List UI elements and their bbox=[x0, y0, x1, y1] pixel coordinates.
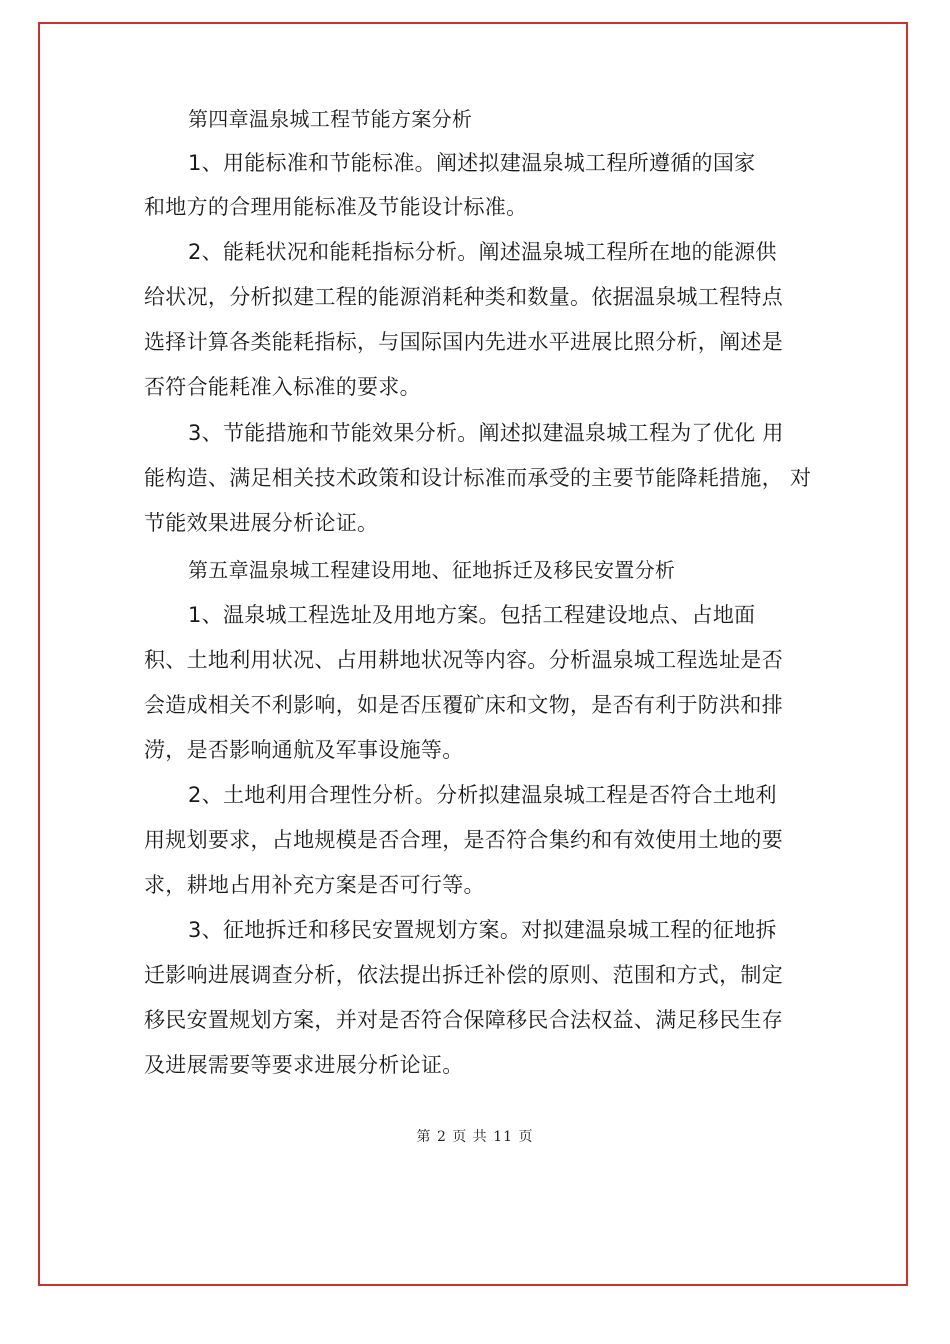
paragraph-line: 能构造、满足相关技术政策和设计标准而承受的主要节能降耗措施， 对 bbox=[144, 466, 812, 490]
paragraph-line: 会造成相关不利影响，如是否压覆矿床和文物，是否有利于防洪和排 bbox=[144, 693, 783, 717]
paragraph-line: 用规划要求，占地规模是否合理，是否符合集约和有效使用土地的要 bbox=[144, 828, 783, 852]
paragraph-line: 移民安置规划方案，并对是否符合保障移民合法权益、满足移民生存 bbox=[144, 1008, 783, 1032]
chapter-heading: 第五章温泉城工程建设用地、征地拆迁及移民安置分析 bbox=[188, 558, 676, 582]
paragraph-line: 否符合能耗准入标准的要求。 bbox=[144, 375, 421, 399]
paragraph-line: 求，耕地占用补充方案是否可行等。 bbox=[144, 873, 485, 897]
page-number-footer: 第 2 页 共 11 页 bbox=[416, 1129, 534, 1145]
paragraph-line: 和地方的合理用能标准及节能设计标准。 bbox=[144, 195, 528, 219]
paragraph-line: 积、土地利用状况、占用耕地状况等内容。分析温泉城工程选址是否 bbox=[144, 648, 783, 672]
paragraph-line: 2、土地利用合理性分析。分析拟建温泉城工程是否符合土地利 bbox=[188, 783, 777, 807]
chapter-heading: 第四章温泉城工程节能方案分析 bbox=[188, 107, 473, 131]
paragraph-line: 2、能耗状况和能耗指标分析。阐述温泉城工程所在地的能源供 bbox=[188, 240, 777, 264]
paragraph-line: 3、节能措施和节能效果分析。阐述拟建温泉城工程为了优化 用 bbox=[188, 421, 784, 445]
paragraph-line: 选择计算各类能耗指标，与国际国内先进水平进展比照分析，阐述是 bbox=[144, 330, 783, 354]
paragraph-line: 1、温泉城工程选址及用地方案。包括工程建设地点、占地面 bbox=[188, 603, 756, 627]
paragraph-line: 3、征地拆迁和移民安置规划方案。对拟建温泉城工程的征地拆 bbox=[188, 918, 777, 942]
paragraph-line: 给状况，分析拟建工程的能源消耗种类和数量。依据温泉城工程特点 bbox=[144, 285, 783, 309]
paragraph-line: 1、用能标准和节能标准。阐述拟建温泉城工程所遵循的国家 bbox=[188, 151, 756, 175]
paragraph-line: 迁影响进展调查分析，依法提出拆迁补偿的原则、范围和方式，制定 bbox=[144, 963, 783, 987]
paragraph-line: 及进展需要等要求进展分析论证。 bbox=[144, 1053, 464, 1077]
paragraph-line: 节能效果进展分析论证。 bbox=[144, 511, 379, 535]
paragraph-line: 涝，是否影响通航及军事设施等。 bbox=[144, 738, 464, 762]
